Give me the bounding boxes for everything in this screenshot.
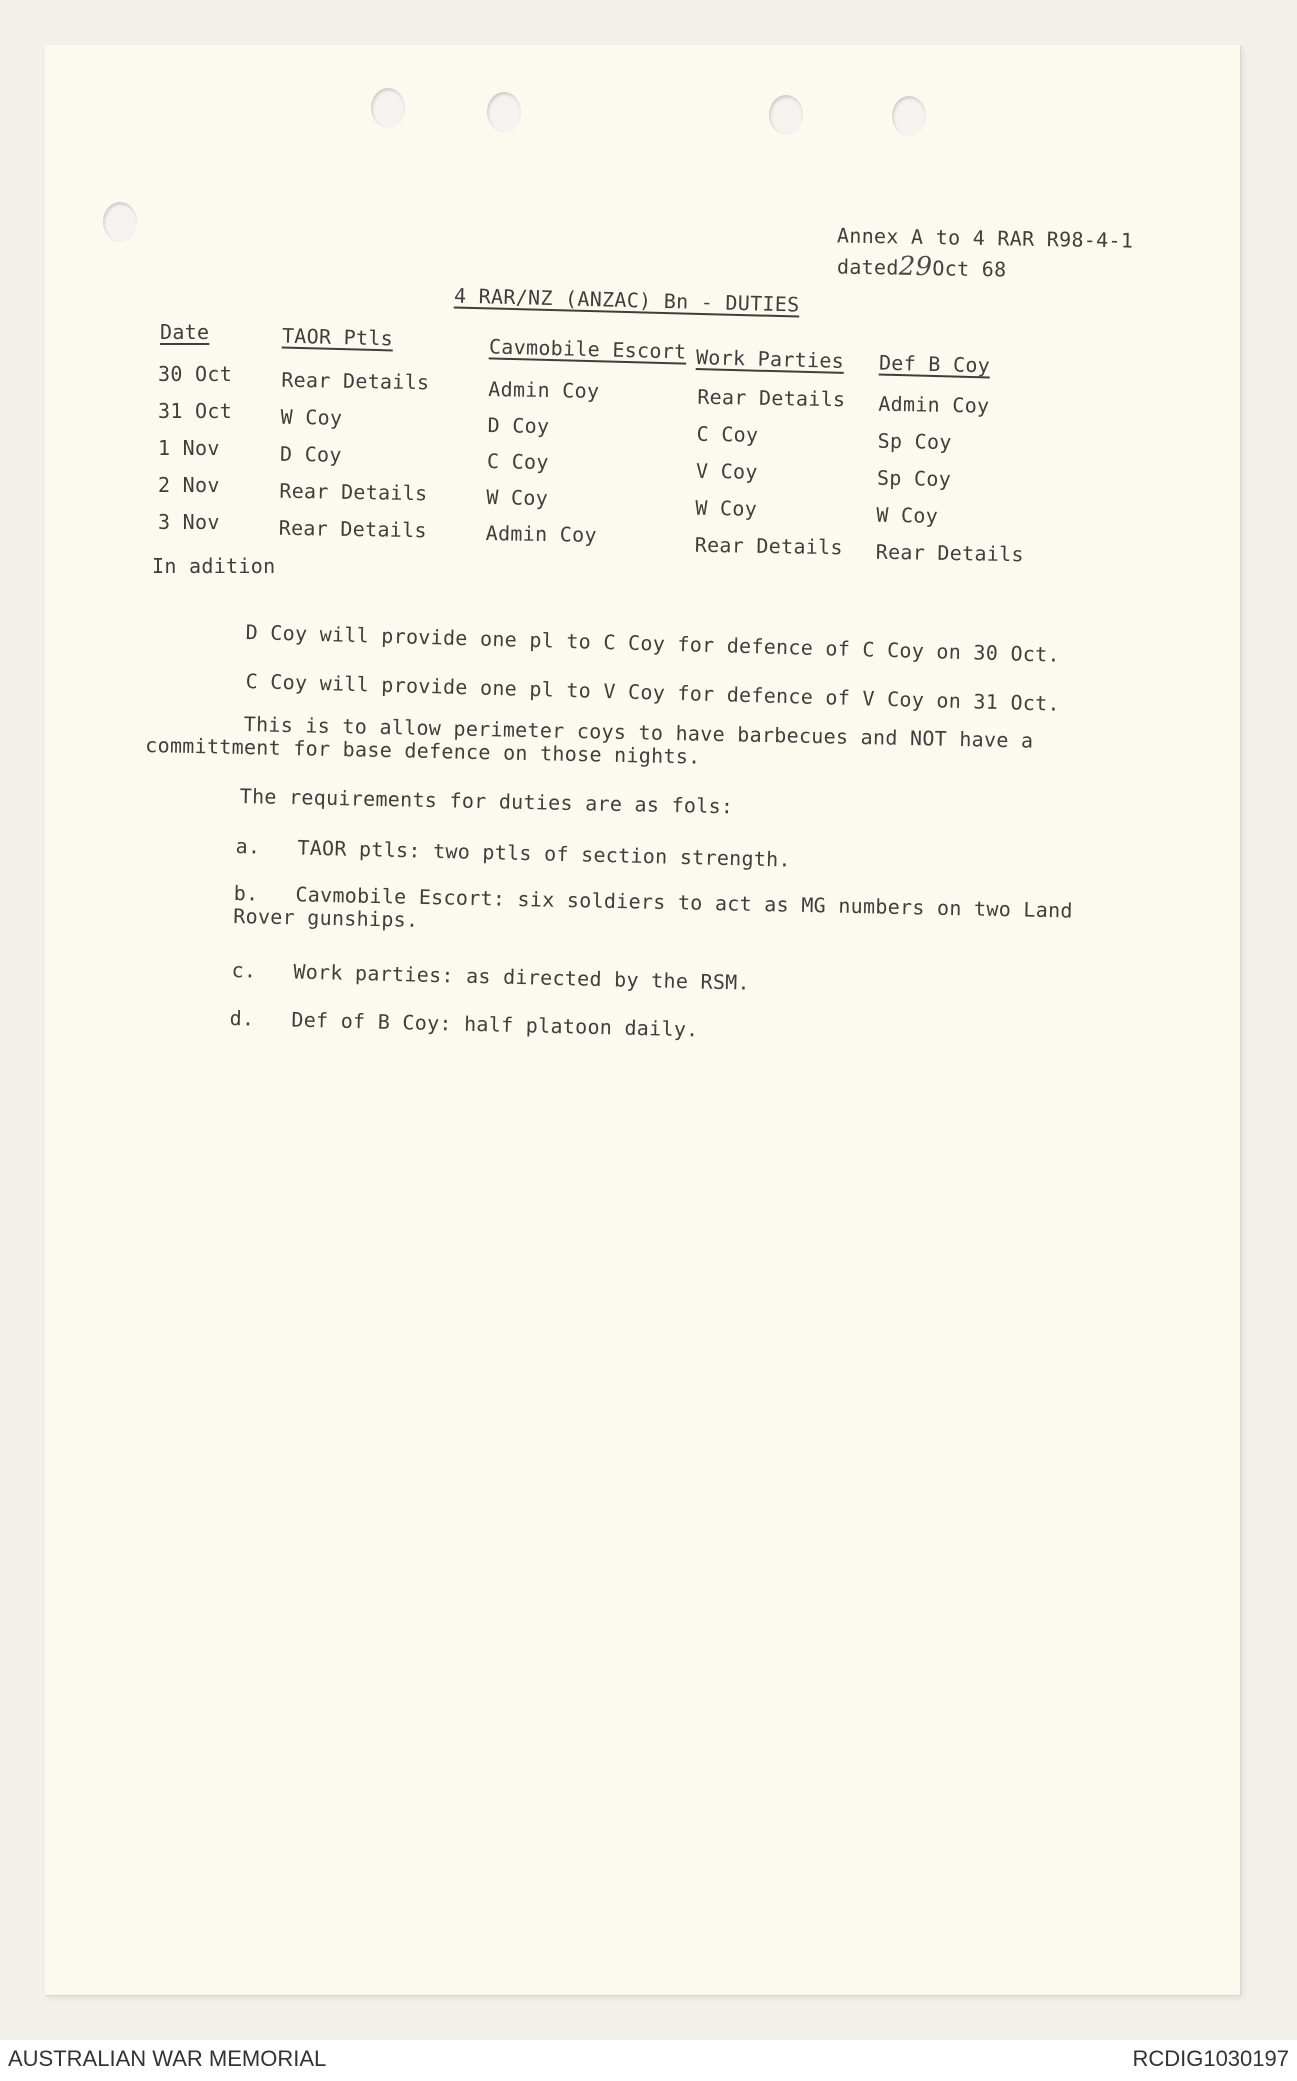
column-date [158,356,232,541]
cell-taor: Rear Details [279,478,428,506]
requirement-letter: d. [229,1006,255,1031]
requirement-text: Cavmobile Escort: six soldiers to act as MG numbers on two Land Rover gunships. [233,882,1074,932]
punch-hole [487,92,521,132]
column-work [694,379,845,567]
header-def: Def B Coy [878,350,991,378]
requirement-text: Work parties: as directed by the RSM. [293,959,751,995]
punch-hole [892,96,926,136]
cell-work: C Coy [696,421,759,447]
dated-handwritten-day: 29 [898,251,933,283]
cell-date: 1 Nov [158,436,220,460]
paragraph-barbecues-text: This is to allow perimeter coys to have barbecues and NOT have a committment for base defence on those nights. [145,712,1034,769]
cell-cavmobile: W Coy [486,485,549,511]
cell-cavmobile: C Coy [486,449,549,475]
in-addition-label: In adition [152,554,276,578]
cell-taor: W Coy [280,404,343,430]
requirements-intro: The requirements for duties are as fols: [239,784,734,819]
cell-def: Admin Coy [878,391,990,418]
cell-work: Rear Details [697,384,846,412]
requirement-text: Def of B Coy: half platoon daily. [291,1007,699,1042]
footer-source: AUSTRALIAN WAR MEMORIAL [8,2046,327,2071]
cell-cavmobile: Admin Coy [488,377,600,403]
cell-def: W Coy [876,502,939,528]
annex-dated [837,251,1007,284]
punch-hole [769,95,803,135]
cell-date: 3 Nov [158,510,220,534]
document-title: 4 RAR/NZ (ANZAC) Bn - DUTIES [453,283,800,317]
header-taor: TAOR Ptls [281,323,394,351]
cell-date: 31 Oct [158,399,233,423]
footer-id: RCDIG1030197 [1132,2046,1289,2071]
column-cavmobile [485,371,599,553]
annex-line1: Annex A to 4 RAR R98-4-1 [836,223,1134,253]
cell-work: V Coy [695,458,758,484]
cell-taor: Rear Details [281,367,430,395]
annex-reference [837,223,1134,252]
cell-def: Sp Coy [877,428,952,455]
punch-hole [371,88,405,128]
dated-prefix: dated [836,254,899,280]
requirement-letter: c. [231,958,257,983]
cell-work: Rear Details [694,532,844,560]
paragraph-d-coy: D Coy will provide one pl to C Coy for defence of C Coy on 30 Oct. [245,620,1061,667]
cell-def: Rear Details [875,539,1025,567]
requirement-letter: a. [235,834,261,859]
punch-hole [103,202,137,242]
cell-date: 2 Nov [158,473,220,497]
cell-taor: D Coy [279,441,342,467]
requirement-letter: b. [233,881,259,906]
dated-suffix: Oct 68 [932,256,1007,282]
header-cavmobile: Cavmobile Escort [488,334,687,364]
header-date: Date [160,320,210,344]
cell-cavmobile: D Coy [487,413,550,439]
cell-work: W Coy [695,495,758,521]
cell-cavmobile: Admin Coy [485,521,598,547]
column-taor [278,362,429,550]
header-work: Work Parties [695,345,845,373]
paragraph-c-coy: C Coy will provide one pl to V Coy for defence of V Coy on 31 Oct. [245,669,1061,716]
column-def [875,386,1026,574]
requirement-text: TAOR ptls: two ptls of section strength. [297,835,792,872]
cell-def: Sp Coy [876,465,952,491]
cell-date: 30 Oct [158,362,233,386]
cell-taor: Rear Details [278,515,428,543]
